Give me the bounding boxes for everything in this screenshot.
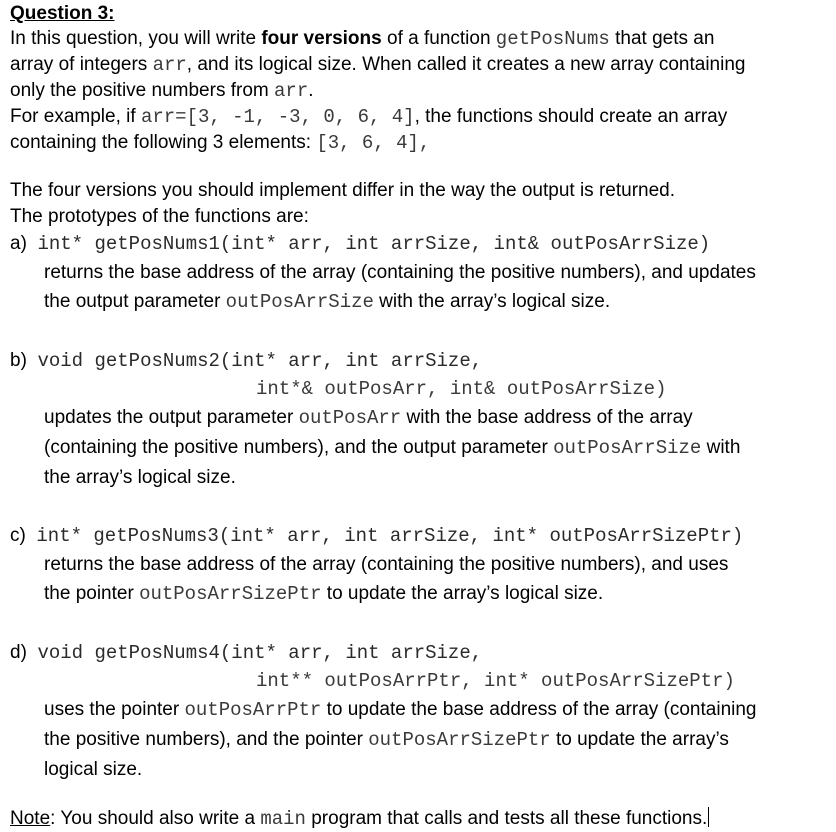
versions-intro-2: The prototypes of the functions are: <box>10 206 309 227</box>
version-a-signature: a) int* getPosNums1(int* arr, int arrSize, int& outPosArrSize) <box>10 233 711 255</box>
intro-line-4: For example, if arr=[3, -1, -3, 0, 6, 4], the functions should create an array <box>10 106 728 128</box>
version-c-desc-1: returns the base address of the array (containing the positive numbers), and uses <box>44 554 729 575</box>
note-line: Note: You should also write a main program that calls and tests all these functions. <box>10 808 708 830</box>
version-d-desc-2: the positive numbers), and the pointer outPosArrSizePtr to update the array’s <box>44 729 729 751</box>
code-main: main <box>260 808 306 830</box>
version-d-desc-1: uses the pointer outPosArrPtr to update the base address of the array (containing <box>44 699 757 721</box>
intro-line-1: In this question, you will write four versions of a function getPosNums that gets an <box>10 28 715 50</box>
version-b-desc-2: (containing the positive numbers), and the output parameter outPosArrSize with <box>44 437 741 459</box>
version-c-signature: c) int* getPosNums3(int* arr, int arrSize, int* outPosArrSizePtr) <box>10 525 744 547</box>
item-label: d) <box>10 642 27 663</box>
version-d-signature-cont: int** outPosArrPtr, int* outPosArrSizePtr) <box>256 670 735 692</box>
code-function-name: getPosNums <box>495 28 610 50</box>
intro-line-3: only the positive numbers from arr. <box>10 80 314 102</box>
item-label: b) <box>10 350 27 371</box>
code-arr: arr <box>274 80 309 102</box>
code-arr: arr <box>152 54 187 76</box>
code-example-array: arr=[3, -1, -3, 0, 6, 4] <box>140 106 415 128</box>
version-b-desc-3: the array’s logical size. <box>44 467 236 488</box>
question-title: Question 3: <box>10 3 115 24</box>
code-result-array: [3, 6, 4], <box>316 132 431 154</box>
item-label: c) <box>10 525 26 546</box>
document <box>10 2 832 832</box>
item-label: a) <box>10 233 27 254</box>
version-b-signature: b) void getPosNums2(int* arr, int arrSize, <box>10 350 483 372</box>
version-a-desc-1: returns the base address of the array (containing the positive numbers), and updates <box>44 262 756 283</box>
intro-line-5: containing the following 3 elements: [3, 6, 4], <box>10 132 431 154</box>
version-d-signature: d) void getPosNums4(int* arr, int arrSize, <box>10 642 483 664</box>
version-b-signature-cont: int*& outPosArr, int& outPosArrSize) <box>256 378 667 400</box>
note-label: Note <box>10 808 51 829</box>
version-d-desc-3: logical size. <box>44 759 143 780</box>
versions-intro-1: The four versions you should implement differ in the way the output is returned. <box>10 180 676 201</box>
version-c-desc-2: the pointer outPosArrSizePtr to update the array’s logical size. <box>44 583 604 605</box>
intro-line-2: array of integers arr, and its logical size. When called it creates a new array containing <box>10 54 746 76</box>
text-cursor <box>708 807 709 827</box>
bold-four-versions: four versions <box>261 28 382 49</box>
version-b-desc-1: updates the output parameter outPosArr with the base address of the array <box>44 407 693 429</box>
version-a-desc-2: the output parameter outPosArrSize with the array’s logical size. <box>44 291 611 313</box>
